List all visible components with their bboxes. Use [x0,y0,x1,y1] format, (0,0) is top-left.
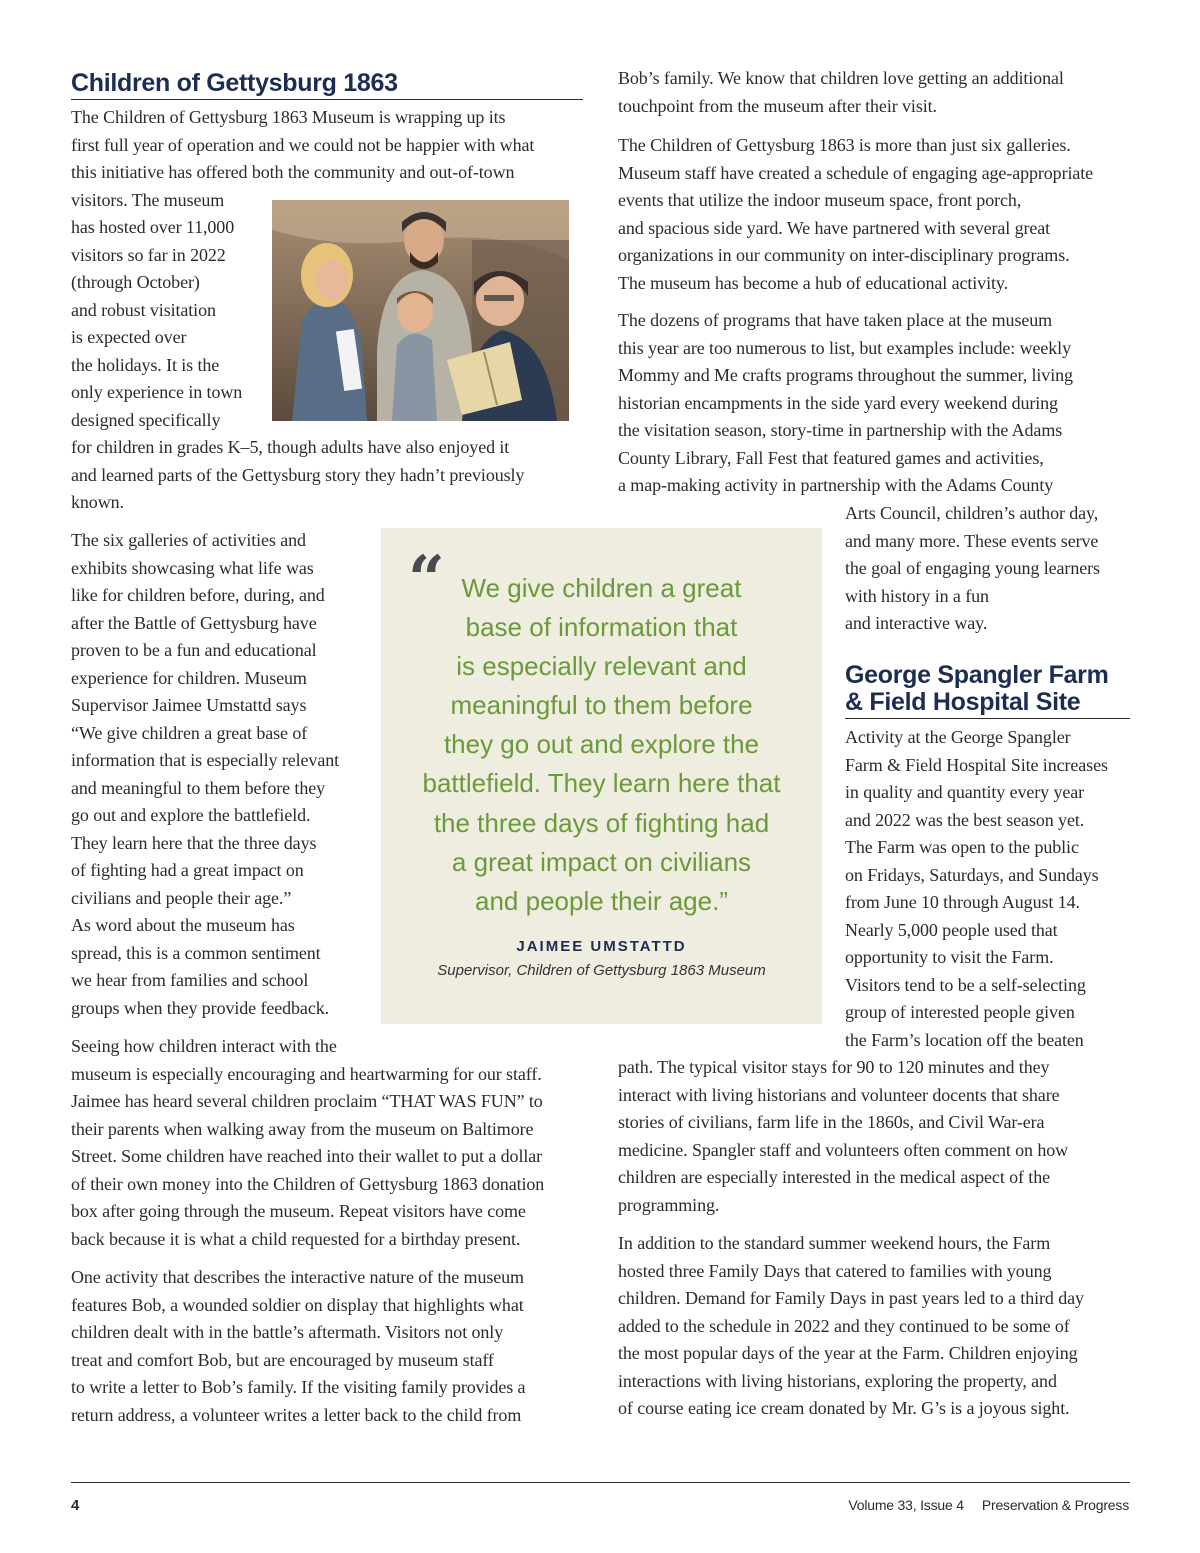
text-line: return address, a volunteer writes a letter back to the child from [71,1404,522,1425]
text-line: programming. [618,1194,720,1215]
text-line: designed specifically [71,409,221,430]
text-line: hosted three Family Days that catered to families with young [618,1260,1052,1281]
text-line: and meaningful to them before they [71,777,326,798]
page-number: 4 [71,1497,80,1514]
text-line: this initiative has offered both the community and out-of-town [71,162,515,182]
text-line: spread, this is a common sentiment [71,942,321,963]
text-line: The dozens of programs that have taken place at the museum [618,310,1053,330]
text-line: & Field Hospital Site [845,688,1081,716]
text-line: features Bob, a wounded soldier on display that highlights what [71,1294,524,1315]
text-line: The Children of Gettysburg 1863 is more than just six galleries. [618,135,1071,155]
text-line: a great impact on civilians [451,846,752,877]
text-line: of their own money into the Children of Gettysburg 1863 donation [71,1173,545,1194]
text-line: the most popular days of the year at the Farm. Children enjoying [618,1343,1078,1363]
text-line: interactions with living historians, exploring the property, and [618,1370,1057,1391]
text-line: The museum has become a hub of educational activity. [618,272,1009,293]
text-line: the Farm’s location off the beaten [845,1029,1084,1050]
article1-paragraph-7 [618,307,1073,500]
pull-quote-attribution-name: JAIMEE UMSTATTD [516,938,687,955]
text-line: historian encampments in the side yard every weekend during [618,392,1058,413]
text-line: children are especially interested in the medical aspect of the [618,1167,1051,1187]
text-line: visitors. The museum [71,189,225,210]
text-line: and many more. These events serve [845,530,1099,551]
text-line: Arts Council, children’s author day, [845,503,1099,523]
text-line: Mommy and Me crafts programs throughout the summer, living [618,365,1073,385]
text-line: and people their age.” [475,885,728,916]
text-line: like for children before, during, and [71,585,325,605]
text-line: from June 10 through August 14. [845,892,1080,912]
text-line: for children in grades K–5, though adults have also enjoyed it [71,437,510,457]
text-line: Seeing how children interact with the [71,1036,337,1056]
text-line: is expected over [71,327,187,347]
text-line: exhibits showcasing what life was [71,557,314,578]
text-line: and 2022 was the best season yet. [845,809,1085,830]
text-line: Nearly 5,000 people used that [845,919,1058,940]
text-line: and spacious side yard. We have partnered with several great [618,217,1051,238]
text-line: Visitors tend to be a self-selecting [845,974,1086,995]
text-line: organizations in our community on inter-disciplinary programs. [618,245,1070,265]
text-line: the visitation season, story-time in partnership with the Adams [618,420,1063,440]
text-line: Jaimee has heard several children proclaim “THAT WAS FUN” to [71,1091,543,1111]
text-line: has hosted over 11,000 [71,217,235,237]
text-line: with history in a fun [845,585,989,606]
text-line: first full year of operation and we could not be happier with what [71,134,535,155]
text-line: One activity that describes the interactive nature of the museum [71,1267,524,1287]
text-line: We give children a great [461,573,742,603]
text-line: Bob’s family. We know that children love getting an additional [618,68,1064,88]
title-underline [71,99,583,100]
text-line: children. Demand for Family Days in past years led to a third day [618,1288,1084,1308]
text-line: and learned parts of the Gettysburg story they hadn’t previously [71,464,525,485]
text-line: Supervisor Jaimee Umstattd says [71,695,307,715]
text-line: their parents when walking away from the museum on Baltimore [71,1118,534,1139]
text-line: is especially relevant and [456,651,747,682]
text-line: Farm & Field Hospital Site increases [845,754,1108,775]
text-line: meaningful to them before [450,690,753,721]
footer-publication-info [848,1497,1129,1513]
article2-paragraph-2 [618,1230,1084,1423]
text-line: information that is especially relevant [71,750,340,770]
text-line: the goal of engaging young learners [845,558,1100,578]
text-line: stories of civilians, farm life in the 1860s, and Civil War-era [618,1112,1045,1132]
text-line: on Fridays, Saturdays, and Sundays [845,864,1099,885]
text-line: The Children of Gettysburg 1863 Museum is wrapping up its [71,107,506,127]
text-line: of course eating ice cream donated by Mr. G’s is a joyous sight. [618,1398,1070,1418]
text-line: events that utilize the indoor museum space, front porch, [618,190,1022,210]
text-line: and robust visitation [71,299,216,320]
text-line: George Spangler Farm [845,661,1109,689]
text-line: box after going through the museum. Repeat visitors have come [71,1201,526,1221]
footer-rule [71,1482,1130,1483]
text-line: visitors so far in 2022 [71,244,226,265]
text-line: civilians and people their age.” [71,887,292,908]
text-line: group of interested people given [845,1002,1075,1022]
museum-family-photo [272,200,569,421]
text-line: County Library, Fall Fest that featured games and activities, [618,447,1044,468]
text-line: path. The typical visitor stays for 90 to 120 minutes and they [618,1057,1050,1077]
text-line: touchpoint from the museum after their visit. [618,95,937,116]
text-line: the holidays. It is the [71,354,220,375]
pull-quote-attribution-title: Supervisor, Children of Gettysburg 1863 Museum [437,962,766,979]
article1-paragraph-5 [618,65,1064,120]
publication-name: Preservation & Progress [981,1497,1129,1513]
article-title-children-of-gettysburg: Children of Gettysburg 1863 [71,69,398,97]
article1-paragraph-6 [618,132,1093,297]
text-line: treat and comfort Bob, but are encouraged by museum staff [71,1349,494,1370]
text-line: Activity at the George Spangler [845,727,1071,747]
text-line: base of information that [465,612,738,643]
text-line: In addition to the standard summer weekend hours, the Farm [618,1233,1051,1253]
text-line: we hear from families and school [71,970,309,990]
pull-quote-text [381,569,822,921]
text-line: go out and explore the battlefield. [71,805,311,825]
text-line: experience for children. Museum [71,667,307,688]
text-line: they go out and explore the [443,729,760,760]
opening-quote-mark: “ [408,542,445,617]
issue-label: Volume 33, Issue 4 [848,1497,964,1513]
article1-paragraph-2 [71,527,339,1022]
text-line: to write a letter to Bob’s family. If the visiting family provides a [71,1377,526,1397]
text-line: groups when they provide feedback. [71,997,330,1018]
article-title-george-spangler-farm [845,662,1109,716]
text-line: children dealt with in the battle’s aftermath. Visitors not only [71,1322,504,1342]
text-line: Street. Some children have reached into their wallet to put a dollar [71,1146,543,1166]
text-line: this year are too numerous to list, but examples include: weekly [618,337,1071,358]
article1-paragraph-7-continued [845,500,1100,638]
text-line: the three days of fighting had [433,807,770,838]
text-line: (through October) [71,272,200,292]
text-line: proven to be a fun and educational [71,640,317,660]
text-line: known. [71,492,124,512]
title-underline-2 [845,718,1130,719]
text-line: medicine. Spangler staff and volunteers often comment on how [618,1139,1069,1160]
article1-paragraph-3 [71,1033,544,1253]
family-reading-book-image [272,200,569,421]
text-line: As word about the museum has [71,915,295,935]
text-line: in quality and quantity every year [845,782,1085,802]
text-line: opportunity to visit the Farm. [845,947,1054,967]
article1-paragraph-4 [71,1264,525,1429]
text-line: added to the schedule in 2022 and they continued to be some of [618,1315,1070,1336]
text-line: The Farm was open to the public [845,837,1079,857]
article2-paragraph-1-continued [618,1054,1068,1219]
text-line: interact with living historians and volunteer docents that share [618,1084,1060,1105]
text-line: “We give children a great base of [71,722,308,743]
text-line: battlefield. They learn here that [422,768,781,799]
text-line: The six galleries of activities and [71,530,306,550]
text-line: museum is especially encouraging and heartwarming for our staff. [71,1063,542,1084]
text-line: Museum staff have created a schedule of engaging age-appropriate [618,162,1094,183]
text-line: after the Battle of Gettysburg have [71,612,317,633]
text-line: of fighting had a great impact on [71,860,304,880]
text-line: back because it is what a child requested for a birthday present. [71,1228,521,1249]
text-line: They learn here that the three days [71,832,317,853]
text-line: a map-making activity in partnership with the Adams County [618,475,1054,495]
text-line: and interactive way. [845,613,988,633]
article2-paragraph-1 [845,724,1108,1054]
text-line: only experience in town [71,382,243,402]
